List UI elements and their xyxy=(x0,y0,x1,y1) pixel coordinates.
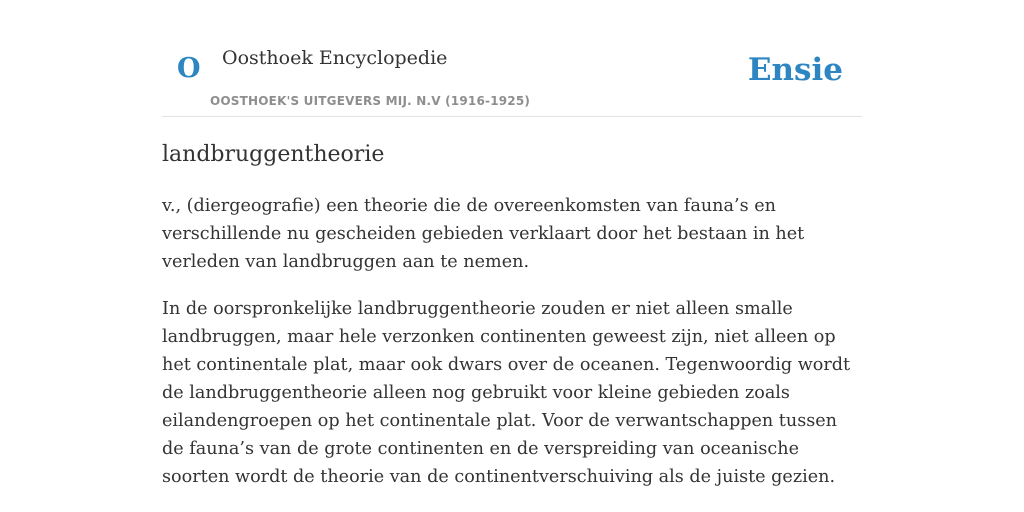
source-logo-icon[interactable]: O xyxy=(177,53,201,84)
entry-paragraph: In de oorspronkelijke landbruggentheorie zouden er niet alleen smalle landbruggen, maar hele verzonken continenten geweest zijn, niet alleen op het continentale plat, maar ook dwars over de oceanen. Tegenwoordig wordt de landbruggentheorie alleen nog gebruikt voor kleine gebieden zoals eilandengroepen op het continentale plat. Voor de verwantschappen tussen de fauna’s van de grote continenten en de verspreiding van oceanische soorten wordt de theorie van de continentverschuiving als de juiste gezien. xyxy=(162,299,851,487)
page-content xyxy=(162,0,862,487)
source-publisher: OOSTHOEK'S UITGEVERS MIJ. N.V (1916-1925) xyxy=(210,94,531,108)
entry-body xyxy=(162,192,862,510)
ensie-logo-link[interactable]: Ensie xyxy=(747,52,843,88)
source-title[interactable]: Oosthoek Encyclopedie xyxy=(222,47,448,69)
entry-paragraph: v., (diergeografie) een theorie die de overeenkomsten van fauna’s en verschillende nu gescheiden gebieden verklaart door het bestaan in het verleden van landbruggen aan te nemen. xyxy=(162,196,805,272)
entry-title: landbruggentheorie xyxy=(162,142,385,167)
source-header xyxy=(162,0,862,117)
